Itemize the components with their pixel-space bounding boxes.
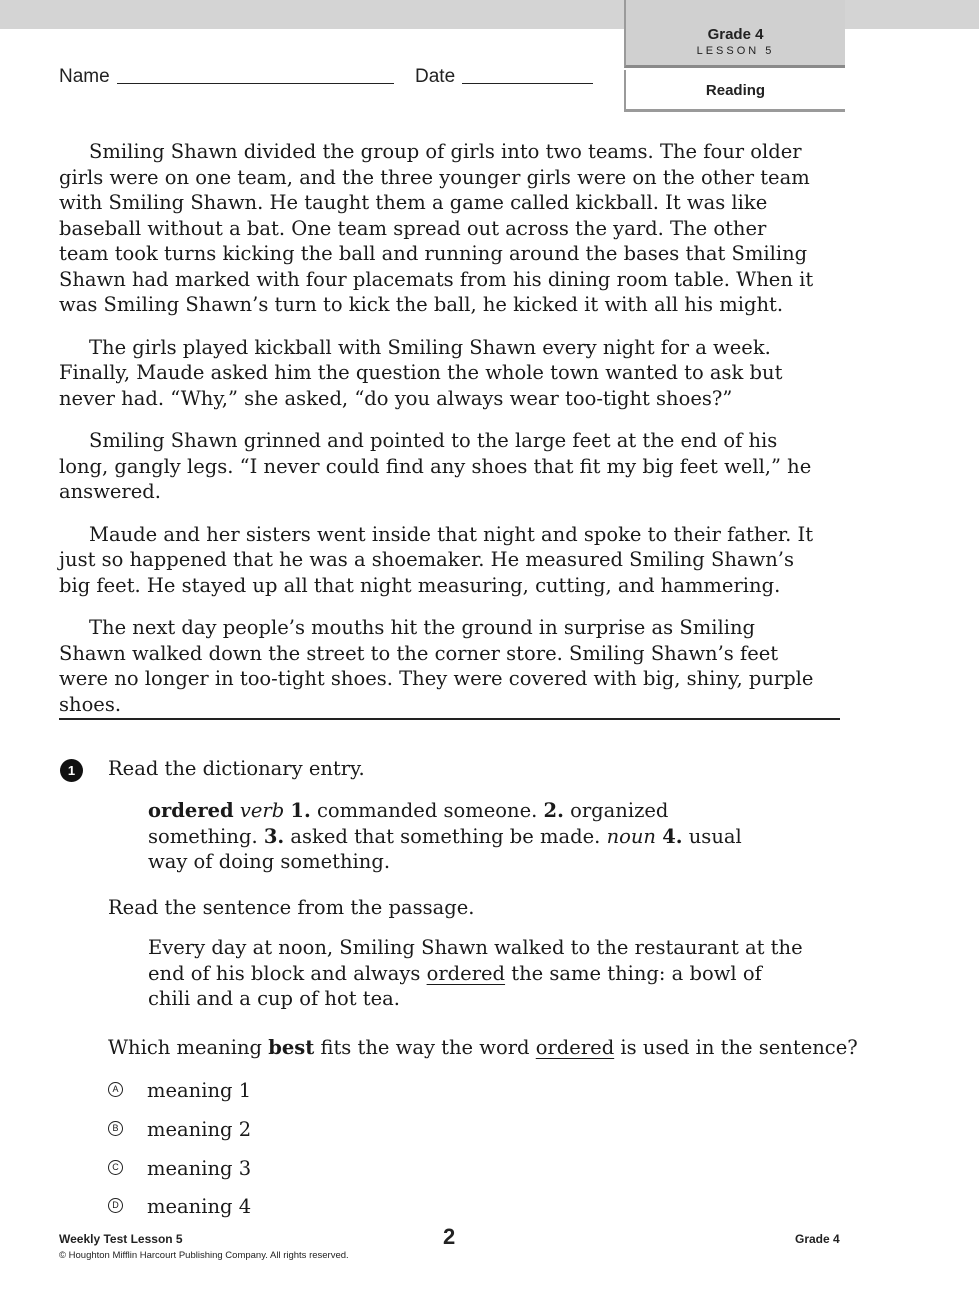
answer-bubble[interactable]: B (108, 1121, 123, 1136)
answer-text: meaning 1 (147, 1079, 252, 1102)
prompt-before: Which meaning (108, 1036, 263, 1059)
footer-test-title: Weekly Test Lesson 5 (59, 1232, 183, 1246)
answer-bubble[interactable]: D (108, 1198, 123, 1213)
prompt-after: is used in the sentence? (620, 1036, 858, 1059)
passage-paragraph: The next day people’s mouths hit the ground in surprise as Smiling Shawn walked down the street to the corner store. Smiling Shawn’s feet were no longer in too-tight shoes. They were covered with big, shiny, purple shoes. (59, 616, 814, 716)
footer-grade: Grade 4 (795, 1232, 840, 1246)
entry-num-3: 3. (263, 824, 285, 848)
section-divider (59, 718, 840, 720)
entry-def-2: organized something. (148, 799, 669, 848)
sentence-target-word: ordered (426, 961, 506, 985)
dictionary-entry (148, 798, 768, 875)
prompt-middle: fits the way the word (320, 1036, 530, 1059)
page-number: 2 (443, 1224, 456, 1249)
entry-num-1: 1. (290, 799, 311, 822)
question-number-badge: 1 (60, 759, 83, 782)
answer-bubble[interactable]: A (108, 1082, 123, 1097)
entry-num-4: 4. (662, 824, 683, 848)
footer-copyright: © Houghton Mifflin Harcourt Publishing Company. All rights reserved. (59, 1250, 349, 1261)
answer-text: meaning 2 (147, 1118, 252, 1141)
passage-paragraph: The girls played kickball with Smiling Shawn every night for a week. Finally, Maude asked him the question the whole town wanted to ask but never had. “Why,” she asked, “do you always wear too-tight shoes?” (59, 335, 783, 410)
sentence-intro: Read the sentence from the passage. (108, 896, 475, 919)
prompt-bold: best (268, 1036, 315, 1059)
answer-text: meaning 3 (147, 1157, 252, 1180)
sentence-before: Every day at noon, Smiling Shawn walked to the restaurant at the end of his block and always (148, 936, 803, 985)
grade-box (624, 0, 845, 68)
entry-pos-noun: noun (606, 824, 656, 848)
passage-paragraph: Maude and her sisters went inside that night and spoke to their father. It just so happened that he was a shoemaker. He measured Smiling Shawn’s big feet. He stayed up all that night measuring, cutting, and hammering. (59, 522, 814, 597)
name-label: Name (59, 66, 110, 87)
question-prompt (108, 1035, 858, 1061)
entry-pos-verb: verb (239, 799, 285, 822)
reading-passage (59, 139, 819, 734)
date-label: Date (415, 66, 456, 87)
sentence-after: the same thing: a bowl of chili and a cup of hot tea. (148, 961, 762, 1010)
entry-def-4: usual way of doing something. (148, 824, 742, 873)
grade-label: Grade 4 (707, 26, 764, 43)
name-field[interactable] (117, 83, 394, 84)
lesson-label: LESSON 5 (696, 45, 775, 57)
entry-def-1: commanded someone. (316, 799, 538, 822)
subject-label: Reading (624, 70, 845, 112)
answer-bubble[interactable]: C (108, 1160, 123, 1175)
passage-sentence (148, 935, 808, 1012)
question-intro: Read the dictionary entry. (108, 757, 365, 780)
prompt-target-word: ordered (535, 1036, 615, 1059)
passage-paragraph: Smiling Shawn grinned and pointed to the large feet at the end of his long, gangly legs. “I never could find any shoes that fit my big feet well,” he answered. (59, 429, 812, 503)
answer-text: meaning 4 (147, 1195, 252, 1218)
entry-def-3: asked that something be made. (290, 824, 601, 848)
entry-num-2: 2. (543, 799, 564, 822)
passage-paragraph: Smiling Shawn divided the group of girls into two teams. The four older girls were on one team, and the three younger girls were on the other team with Smiling Shawn. He taught them a game called kickball. It was like baseball without a bat. One team spread out across the yard. The other team took turns kicking the ball and running around the bases that Smiling Shawn had marked with four placemats from his dining room table. When it was Smiling Shawn’s turn to kick the ball, he kicked it with all his might. (59, 140, 814, 316)
date-field[interactable] (462, 83, 593, 84)
entry-word: ordered (148, 799, 234, 822)
